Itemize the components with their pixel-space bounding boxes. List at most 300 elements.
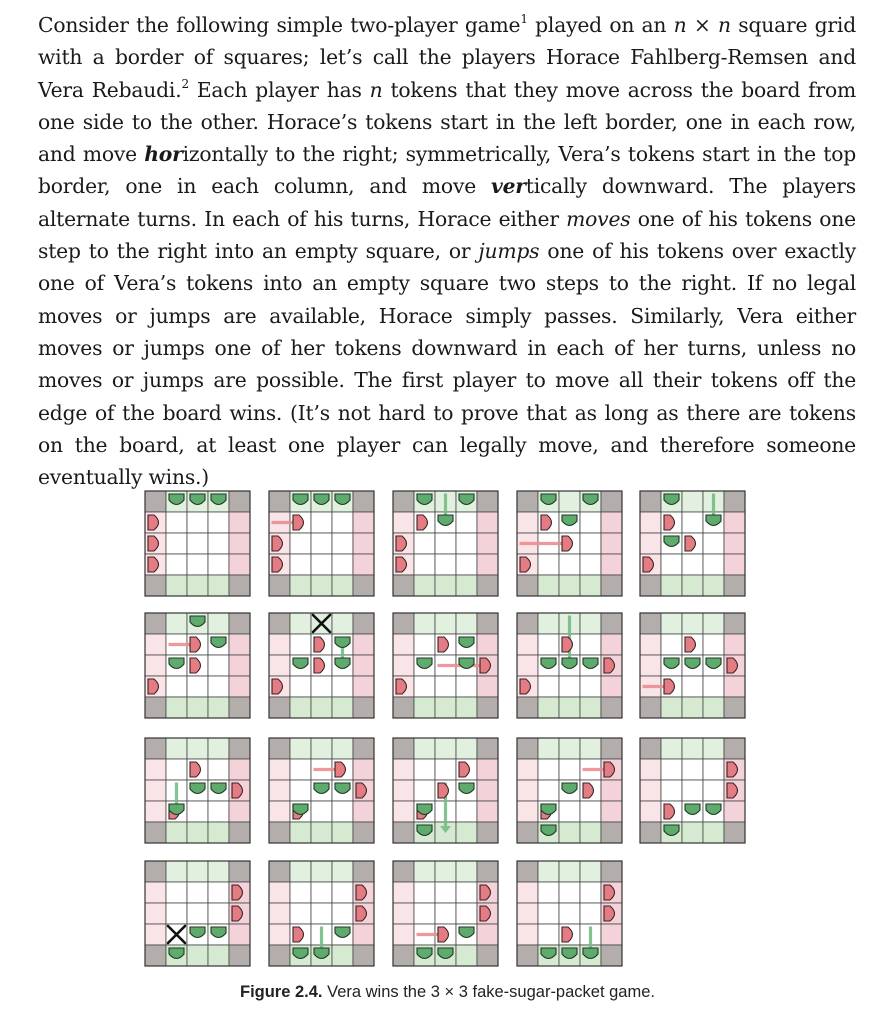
board-cell xyxy=(311,512,332,533)
board-cell xyxy=(456,861,477,882)
board-cell xyxy=(145,822,166,843)
board-cell xyxy=(661,634,682,655)
game-board xyxy=(393,738,498,843)
board-cell xyxy=(290,759,311,780)
game-board xyxy=(145,491,250,596)
vera-token xyxy=(685,804,700,815)
board-cell xyxy=(393,801,414,822)
board-cell xyxy=(559,676,580,697)
game-board xyxy=(145,861,250,966)
horace-token xyxy=(438,783,449,798)
footnote-marker[interactable]: 2 xyxy=(181,76,189,91)
horace-token xyxy=(438,637,449,652)
horace-token xyxy=(562,637,573,652)
board-cell xyxy=(456,882,477,903)
vera-token xyxy=(583,658,598,669)
board-cell xyxy=(393,822,414,843)
board-cell xyxy=(435,676,456,697)
board-cell xyxy=(724,822,745,843)
board-cell xyxy=(332,613,353,634)
board-cell xyxy=(393,697,414,718)
board-cell xyxy=(393,655,414,676)
board-cell xyxy=(517,634,538,655)
horace-token xyxy=(148,515,159,530)
board-cell xyxy=(208,738,229,759)
board-cell xyxy=(538,759,559,780)
vera-token xyxy=(541,494,556,505)
emphasis: hor xyxy=(144,142,183,167)
board-cell xyxy=(640,634,661,655)
board-cell xyxy=(145,903,166,924)
board-cell xyxy=(414,676,435,697)
board-cell xyxy=(208,882,229,903)
board-cell xyxy=(311,697,332,718)
board-cell xyxy=(166,697,187,718)
board-cell xyxy=(538,738,559,759)
board-cell xyxy=(517,861,538,882)
board-cell xyxy=(311,575,332,596)
board-cell xyxy=(640,780,661,801)
horace-token xyxy=(664,679,675,694)
board-cell xyxy=(393,738,414,759)
board-cell xyxy=(269,491,290,512)
math: n xyxy=(369,77,383,102)
horace-token xyxy=(356,906,367,921)
game-board xyxy=(269,738,374,843)
game-board xyxy=(640,738,745,843)
board-cell xyxy=(703,575,724,596)
board-cell xyxy=(456,903,477,924)
vera-token xyxy=(211,927,226,938)
board-cell xyxy=(640,512,661,533)
board-cell xyxy=(456,738,477,759)
board-cell xyxy=(682,697,703,718)
board-cell xyxy=(353,575,374,596)
board-cell xyxy=(229,801,250,822)
board-cell xyxy=(290,882,311,903)
board-cell xyxy=(538,613,559,634)
board-cell xyxy=(332,575,353,596)
board-cell xyxy=(166,554,187,575)
board-cell xyxy=(456,512,477,533)
horace-token xyxy=(727,762,738,777)
board-cell xyxy=(208,822,229,843)
board-cell xyxy=(269,575,290,596)
board-cell xyxy=(477,697,498,718)
board-cell xyxy=(229,738,250,759)
board-cell xyxy=(166,903,187,924)
board-cell xyxy=(145,738,166,759)
board-cell xyxy=(166,861,187,882)
horace-token xyxy=(727,783,738,798)
board-cell xyxy=(477,533,498,554)
horace-token xyxy=(148,679,159,694)
board-cell xyxy=(517,780,538,801)
vera-token xyxy=(459,783,474,794)
horace-token xyxy=(480,906,491,921)
board-cell xyxy=(414,634,435,655)
game-board xyxy=(517,738,622,843)
board-cell xyxy=(703,554,724,575)
board-cell xyxy=(580,676,601,697)
board-cell xyxy=(332,533,353,554)
board-cell xyxy=(517,924,538,945)
board-cell xyxy=(703,613,724,634)
vera-token xyxy=(583,494,598,505)
board-cell xyxy=(393,613,414,634)
board-cell xyxy=(332,554,353,575)
horace-token xyxy=(520,679,531,694)
vera-token xyxy=(562,515,577,526)
board-cell xyxy=(353,738,374,759)
vera-token xyxy=(335,783,350,794)
board-cell xyxy=(703,822,724,843)
board-cell xyxy=(580,575,601,596)
board-cell xyxy=(601,697,622,718)
vera-token xyxy=(314,494,329,505)
vera-token xyxy=(335,658,350,669)
board-cell xyxy=(601,801,622,822)
board-cell xyxy=(269,822,290,843)
vera-token xyxy=(417,825,432,836)
board-cell xyxy=(724,554,745,575)
board-cell xyxy=(580,801,601,822)
vera-token xyxy=(211,494,226,505)
board-cell xyxy=(682,780,703,801)
board-cell xyxy=(269,945,290,966)
figure-caption xyxy=(0,983,895,1002)
horace-token xyxy=(148,557,159,572)
horace-token xyxy=(685,536,696,551)
board-cell xyxy=(145,882,166,903)
board-cell xyxy=(559,759,580,780)
board-cell xyxy=(145,655,166,676)
board-cell xyxy=(208,861,229,882)
board-cell xyxy=(559,575,580,596)
board-cell xyxy=(145,634,166,655)
horace-token xyxy=(480,658,491,673)
horace-token xyxy=(396,536,407,551)
board-cell xyxy=(559,554,580,575)
board-cell xyxy=(353,697,374,718)
emphasis: moves xyxy=(566,206,631,231)
board-cell xyxy=(208,801,229,822)
board-cell xyxy=(145,861,166,882)
board-cell xyxy=(393,882,414,903)
board-cell xyxy=(269,634,290,655)
board-cell xyxy=(682,575,703,596)
horace-token xyxy=(727,658,738,673)
board-cell xyxy=(290,634,311,655)
vera-token xyxy=(438,515,453,526)
board-cell xyxy=(640,759,661,780)
vera-token xyxy=(459,637,474,648)
board-cell xyxy=(187,822,208,843)
board-cell xyxy=(435,554,456,575)
board-cell xyxy=(661,554,682,575)
board-cell xyxy=(166,882,187,903)
board-cell xyxy=(559,822,580,843)
board-cell xyxy=(229,554,250,575)
vera-token xyxy=(335,637,350,648)
board-cell xyxy=(559,491,580,512)
board-cell xyxy=(414,613,435,634)
board-cell xyxy=(332,945,353,966)
board-cell xyxy=(517,512,538,533)
board-cell xyxy=(538,697,559,718)
board-cell xyxy=(145,780,166,801)
horace-token xyxy=(396,557,407,572)
board-cell xyxy=(724,491,745,512)
game-board xyxy=(145,613,250,718)
board-cell xyxy=(477,634,498,655)
horace-token xyxy=(314,658,325,673)
board-cell xyxy=(353,945,374,966)
vera-token xyxy=(459,494,474,505)
board-cell xyxy=(456,945,477,966)
board-cell xyxy=(538,575,559,596)
board-cell xyxy=(580,861,601,882)
board-cell xyxy=(353,613,374,634)
board-cell xyxy=(580,512,601,533)
board-cell xyxy=(640,533,661,554)
board-cell xyxy=(229,655,250,676)
board-cell xyxy=(166,759,187,780)
board-cell xyxy=(601,945,622,966)
board-cell xyxy=(269,861,290,882)
board-cell xyxy=(229,512,250,533)
horace-token xyxy=(272,557,283,572)
horace-token xyxy=(604,906,615,921)
board-cell xyxy=(538,903,559,924)
horace-token xyxy=(685,637,696,652)
board-cell xyxy=(517,655,538,676)
board-cell xyxy=(311,676,332,697)
board-cell xyxy=(640,613,661,634)
vera-token xyxy=(293,948,308,959)
horace-token xyxy=(459,762,470,777)
board-cell xyxy=(456,554,477,575)
board-cell xyxy=(145,801,166,822)
horace-token xyxy=(272,679,283,694)
board-cell xyxy=(208,554,229,575)
horace-token xyxy=(604,885,615,900)
board-cell xyxy=(290,554,311,575)
horace-token xyxy=(232,906,243,921)
text: Consider the following simple two-player game xyxy=(38,13,521,37)
board-cell xyxy=(559,903,580,924)
board-cell xyxy=(187,801,208,822)
vera-token xyxy=(169,658,184,669)
board-cell xyxy=(166,575,187,596)
board-cell xyxy=(187,554,208,575)
board-cell xyxy=(517,613,538,634)
text: Each player has xyxy=(188,77,370,102)
board-cell xyxy=(229,924,250,945)
board-cell xyxy=(269,801,290,822)
figure-label: Figure 2.4. xyxy=(239,983,323,1001)
vera-token xyxy=(664,658,679,669)
game-board xyxy=(517,491,622,596)
board-cell xyxy=(353,924,374,945)
board-cell xyxy=(724,738,745,759)
math: n × n xyxy=(673,13,731,37)
board-cell xyxy=(166,533,187,554)
board-cell xyxy=(538,924,559,945)
board-cell xyxy=(517,822,538,843)
board-cell xyxy=(477,861,498,882)
board-cell xyxy=(477,738,498,759)
text: one of his tokens over exactly one of Vera’s tokens into an empty square two steps to the right. If no legal moves or jumps are available, Horace simply passes. Similarly, Vera either moves or jumps one of her tokens downward in each of her turns, unless no moves or jumps are possible. The first player to move all their tokens off the edge of the board wins. (It’s not hard to prove that as long as there are tokens on the board, at least one player can legally move, and therefore someone eventually wins.) xyxy=(38,239,856,490)
board-cell xyxy=(414,861,435,882)
vera-token xyxy=(706,515,721,526)
board-cell xyxy=(311,822,332,843)
board-cell xyxy=(187,533,208,554)
vera-token xyxy=(685,658,700,669)
board-cell xyxy=(290,613,311,634)
board-cell xyxy=(208,613,229,634)
board-cell xyxy=(517,882,538,903)
board-cell xyxy=(290,676,311,697)
horace-token xyxy=(190,637,201,652)
board-cell xyxy=(559,861,580,882)
board-cell xyxy=(682,512,703,533)
board-cell xyxy=(353,655,374,676)
horace-token xyxy=(293,927,304,942)
board-cell xyxy=(290,533,311,554)
board-cell xyxy=(311,554,332,575)
board-cell xyxy=(538,634,559,655)
board-cell xyxy=(477,575,498,596)
board-cell xyxy=(269,738,290,759)
board-cell xyxy=(477,780,498,801)
board-cell xyxy=(166,738,187,759)
vera-token xyxy=(664,825,679,836)
board-cell xyxy=(332,903,353,924)
vera-token xyxy=(541,804,556,815)
vera-token xyxy=(664,494,679,505)
board-cell xyxy=(538,780,559,801)
board-cell xyxy=(229,945,250,966)
board-cell xyxy=(477,822,498,843)
vera-token xyxy=(335,927,350,938)
vera-token xyxy=(706,658,721,669)
board-cell xyxy=(601,575,622,596)
vera-token xyxy=(562,783,577,794)
board-cell xyxy=(682,738,703,759)
board-cell xyxy=(477,945,498,966)
board-cell xyxy=(229,491,250,512)
horace-token xyxy=(356,885,367,900)
board-cell xyxy=(393,780,414,801)
board-cell xyxy=(435,759,456,780)
emphasis: jumps xyxy=(478,239,540,264)
vera-token xyxy=(459,927,474,938)
vera-token xyxy=(417,658,432,669)
board-cell xyxy=(332,738,353,759)
board-cell xyxy=(724,697,745,718)
board-cell xyxy=(187,903,208,924)
board-cell xyxy=(682,822,703,843)
board-cell xyxy=(477,801,498,822)
board-cell xyxy=(290,822,311,843)
board-cell xyxy=(414,738,435,759)
board-cell xyxy=(393,575,414,596)
board-cell xyxy=(640,491,661,512)
board-cell xyxy=(145,491,166,512)
board-cell xyxy=(601,491,622,512)
board-cell xyxy=(393,491,414,512)
board-cell xyxy=(601,822,622,843)
board-cell xyxy=(456,801,477,822)
vera-token xyxy=(541,948,556,959)
board-cell xyxy=(332,697,353,718)
board-cell xyxy=(435,613,456,634)
board-cell xyxy=(353,822,374,843)
vera-token xyxy=(190,616,205,627)
board-cell xyxy=(435,861,456,882)
horace-token xyxy=(438,927,449,942)
board-cell xyxy=(166,512,187,533)
board-cell xyxy=(187,697,208,718)
board-cell xyxy=(208,512,229,533)
text: tically downward. The players alternate turns. In each of his turns, Horace either xyxy=(38,174,856,231)
board-cell xyxy=(353,533,374,554)
board-cell xyxy=(229,759,250,780)
board-cell xyxy=(601,861,622,882)
vera-token xyxy=(211,783,226,794)
board-cell xyxy=(517,697,538,718)
board-cell xyxy=(187,945,208,966)
board-cell xyxy=(580,738,601,759)
board-cell xyxy=(517,738,538,759)
horace-token xyxy=(541,515,552,530)
board-cell xyxy=(145,697,166,718)
text: izontally to the right; symmetrically, Vera’s tokens start in the top border, one in each column, and move xyxy=(38,142,856,199)
board-cell xyxy=(601,634,622,655)
horace-token xyxy=(562,927,573,942)
horace-token xyxy=(520,557,531,572)
emphasis: ver xyxy=(491,174,526,199)
board-cell xyxy=(290,780,311,801)
board-cell xyxy=(353,801,374,822)
horace-token xyxy=(293,515,304,530)
board-cell xyxy=(414,554,435,575)
board-cell xyxy=(229,697,250,718)
board-cell xyxy=(640,697,661,718)
board-cell xyxy=(290,575,311,596)
board-cell xyxy=(538,676,559,697)
board-cell xyxy=(332,801,353,822)
board-cell xyxy=(187,882,208,903)
board-cell xyxy=(208,903,229,924)
board-cell xyxy=(353,554,374,575)
board-cell xyxy=(477,924,498,945)
board-cell xyxy=(456,676,477,697)
game-board xyxy=(393,491,498,596)
board-cell xyxy=(640,655,661,676)
vera-token xyxy=(459,658,474,669)
board-cell xyxy=(414,533,435,554)
board-cell xyxy=(166,613,187,634)
board-cell xyxy=(580,697,601,718)
footnote-marker[interactable]: 1 xyxy=(520,12,528,26)
horace-token xyxy=(583,783,594,798)
board-cell xyxy=(229,613,250,634)
board-cell xyxy=(187,861,208,882)
vera-token xyxy=(335,494,350,505)
board-cell xyxy=(517,801,538,822)
